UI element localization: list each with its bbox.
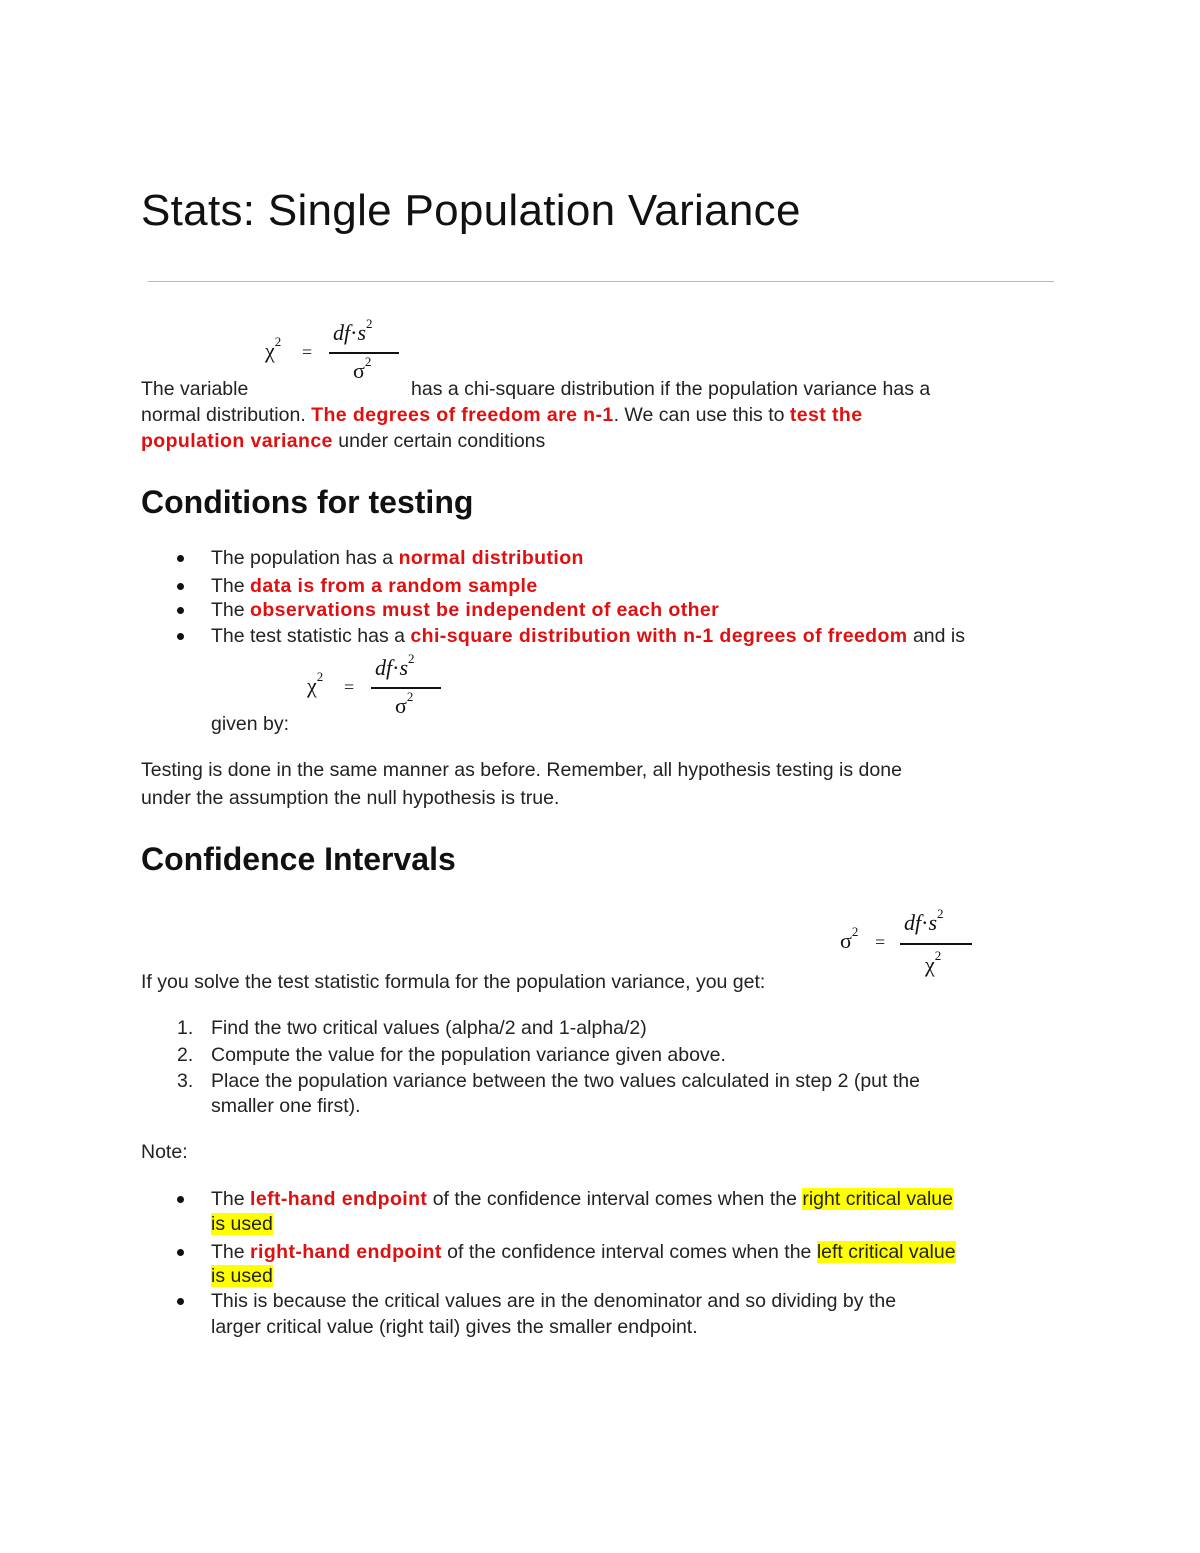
step-number: 3. xyxy=(177,1070,194,1092)
title-divider xyxy=(148,281,1054,282)
chi-square-formula: $\chi^2$ = $df\cdot s^2$ $\sigma^2$ xyxy=(265,320,405,390)
page-title: Stats: Single Population Variance xyxy=(141,186,801,235)
conditions-heading: Conditions for testing xyxy=(141,484,474,520)
bullet-icon xyxy=(177,583,184,590)
list-item: The observations must be independent of each other xyxy=(211,599,720,621)
bullet-icon xyxy=(177,607,184,614)
bullet-icon xyxy=(177,1298,184,1305)
bullet-icon xyxy=(177,1196,184,1203)
intro-line-3: population variance under certain conditions xyxy=(141,430,546,452)
intro-line-1a: The variable xyxy=(141,378,249,400)
chi-square-formula: $\chi^2$ = $df\cdot s^2$ $\sigma^2$ xyxy=(307,655,447,725)
intro-line-1b: has a chi-square distribution if the population variance has a xyxy=(411,378,931,400)
list-item: The data is from a random sample xyxy=(211,575,538,597)
list-item-cont: larger critical value (right tail) gives the smaller endpoint. xyxy=(211,1316,698,1338)
list-item-cont: is used xyxy=(211,1213,273,1235)
step-item: Place the population variance between the two values calculated in step 2 (put the xyxy=(211,1070,920,1092)
testing-line-2: under the assumption the null hypothesis is true. xyxy=(141,787,560,809)
list-item: The left-hand endpoint of the confidence interval comes when the right critical value xyxy=(211,1188,953,1210)
list-item-cont: is used xyxy=(211,1265,273,1287)
confidence-heading: Confidence Intervals xyxy=(141,841,456,877)
list-item: The population has a normal distribution xyxy=(211,547,584,569)
bullet-icon xyxy=(177,633,184,640)
step-item: Find the two critical values (alpha/2 and 1-alpha/2) xyxy=(211,1017,647,1039)
list-item: This is because the critical values are in the denominator and so dividing by the xyxy=(211,1290,897,1312)
step-number: 2. xyxy=(177,1044,194,1066)
step-number: 1. xyxy=(177,1017,194,1039)
solve-text: If you solve the test statistic formula for the population variance, you get: xyxy=(141,971,766,993)
note-label: Note: xyxy=(141,1141,188,1163)
step-item-cont: smaller one first). xyxy=(211,1095,361,1117)
list-item: The right-hand endpoint of the confidence interval comes when the left critical value xyxy=(211,1241,956,1263)
list-item: The test statistic has a chi-square distribution with n-1 degrees of freedom and is xyxy=(211,625,965,647)
step-item: Compute the value for the population variance given above. xyxy=(211,1044,726,1066)
intro-line-2: normal distribution. The degrees of freedom are n-1. We can use this to test the xyxy=(141,404,863,426)
variance-formula: $\sigma^2$ = $df\cdot s^2$ $\chi^2$ xyxy=(840,910,980,988)
bullet-icon xyxy=(177,1249,184,1256)
bullet-icon xyxy=(177,555,184,562)
given-by-text: given by: xyxy=(211,713,290,735)
testing-line-1: Testing is done in the same manner as before. Remember, all hypothesis testing is done xyxy=(141,759,902,781)
